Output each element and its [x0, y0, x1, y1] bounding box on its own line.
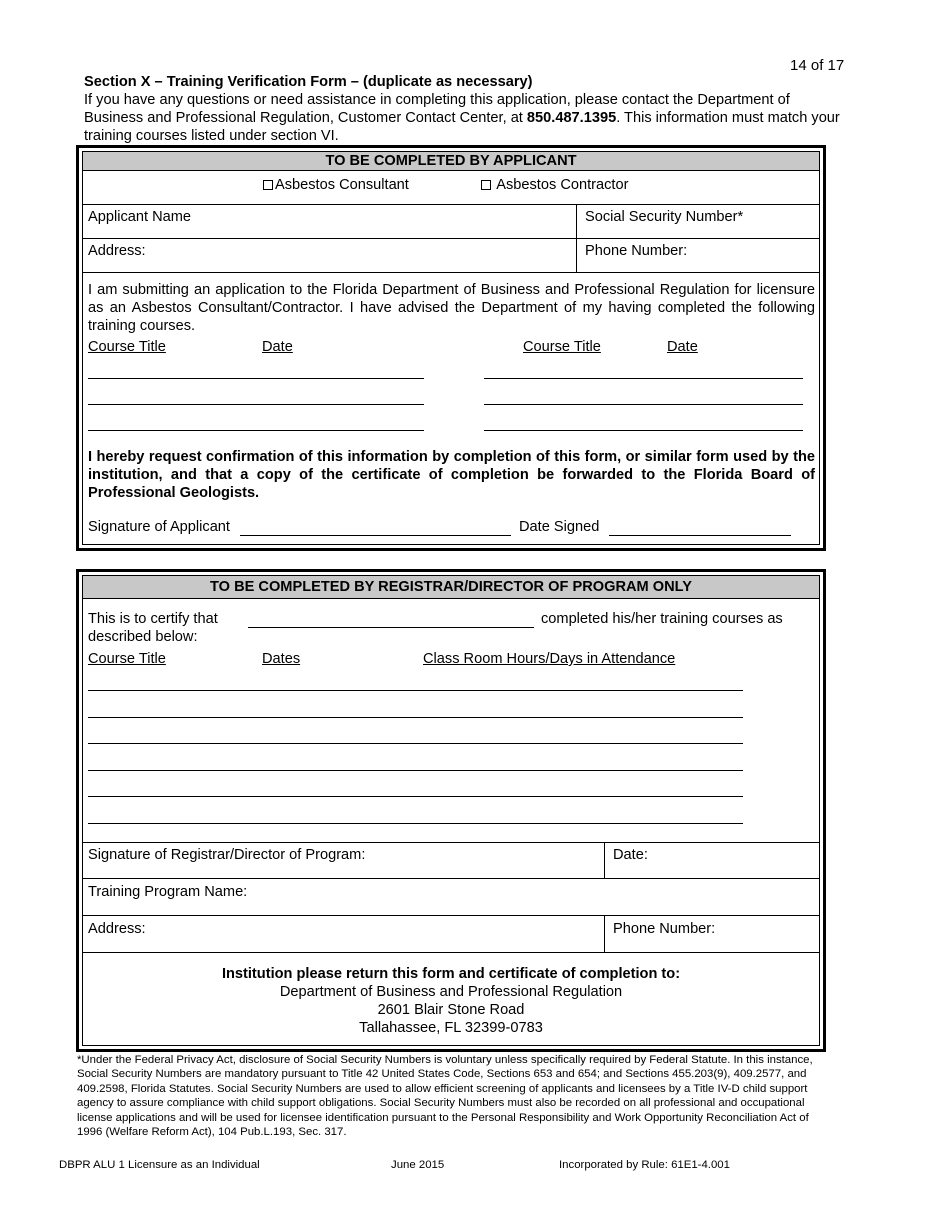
address-label: Address: [88, 243, 146, 259]
registrar-box [76, 569, 826, 1052]
course-line[interactable] [484, 430, 803, 431]
intro-text: If you have any questions or need assistance in completing this application, please contact the Department of Business and Professional Regulation, Customer Contact Center, at 850.487.1395. This information must match your training courses listed under section VI. [84, 92, 840, 144]
course-line[interactable] [484, 404, 803, 405]
option-consultant[interactable]: Asbestos Consultant [263, 177, 409, 193]
return-line2: 2601 Blair Stone Road [377, 1002, 525, 1018]
dates-label: Dates [262, 651, 301, 667]
date-signed-line[interactable] [609, 535, 791, 536]
date-label: Date [667, 339, 698, 355]
course-line[interactable] [484, 378, 803, 379]
hours-label: Class Room Hours/Days in Attendance [423, 651, 676, 667]
registrar-signature-label: Signature of Registrar/Director of Program: [88, 847, 366, 863]
course-line[interactable] [88, 796, 743, 797]
signature-label: Signature of Applicant [88, 519, 230, 535]
applicant-name-label: Applicant Name [88, 209, 192, 225]
applicant-header: TO BE COMPLETED BY APPLICANT [83, 152, 819, 171]
return-address [83, 965, 819, 1037]
return-heading: Institution please return this form and certificate of completion to: [221, 966, 681, 982]
contact-phone: 850.487.1395 [526, 110, 617, 126]
certify-start: This is to certify that [88, 611, 218, 627]
course-line[interactable] [88, 404, 424, 405]
course-line[interactable] [88, 770, 743, 771]
course-line[interactable] [88, 378, 424, 379]
course-line[interactable] [88, 690, 743, 691]
footer-rule: Incorporated by Rule: 61E1-4.001 [559, 1159, 730, 1171]
course-line[interactable] [88, 430, 424, 431]
ssn-label: Social Security Number* [585, 209, 744, 225]
certify-line2: described below: [88, 629, 198, 645]
applicant-box [76, 145, 826, 551]
registrar-address-label: Address: [88, 921, 146, 937]
registrar-header: TO BE COMPLETED BY REGISTRAR/DIRECTOR OF PROGRAM ONLY [83, 576, 819, 599]
certify-end: completed his/her training courses as [541, 611, 783, 627]
intro [84, 73, 844, 145]
applicant-statement: I am submitting an application to the Florida Department of Business and Professional Regulation for licensure as an Asbestos Consultant/Contractor. I have advised the Department of my having completed the following training courses. [88, 282, 815, 334]
course-title-label: Course Title [523, 339, 601, 355]
trainee-name-line[interactable] [248, 627, 534, 628]
date-label: Date [262, 339, 293, 355]
course-line[interactable] [88, 823, 743, 824]
checkbox-icon[interactable] [263, 180, 273, 190]
date-signed-label: Date Signed [519, 519, 600, 535]
course-line[interactable] [88, 743, 743, 744]
signature-line[interactable] [240, 535, 511, 536]
course-line[interactable] [88, 717, 743, 718]
page-number: 14 of 17 [790, 57, 845, 74]
course-title-label: Course Title [88, 339, 166, 355]
option-contractor[interactable]: Asbestos Contractor [481, 177, 628, 193]
phone-label: Phone Number: [585, 243, 688, 259]
footer-date: June 2015 [391, 1159, 445, 1171]
registrar-phone-label: Phone Number: [613, 921, 716, 937]
checkbox-icon[interactable] [481, 180, 491, 190]
section-title: Section X – Training Verification Form – (duplicate as necessary) [84, 74, 533, 90]
return-line1: Department of Business and Professional Regulation [279, 984, 623, 1000]
privacy-note: *Under the Federal Privacy Act, disclosure of Social Security Numbers is voluntary unless specifically required by Federal Statute. In this instance, Social Security Numbers are mandatory pursuant to Title 42 United States Code, Sections 653 and 654; and Sections 455.203(9), 409.2577, and 409.2598, Florida Statutes. Social Security Numbers are used to allow efficient screening of applicants and licensees by a Title IV-D child support agency to assure compliance with child support obligations. Social Security Numbers must also be recorded on all professional and occupational license applications and will be used for licensee identification pursuant to the Personal Responsibility and Work Opportunity Reconciliation Act of 1996 (Welfare Reform Act), 104 Pub.L.193, Sec. 317. [77, 1054, 813, 1139]
return-line3: Tallahassee, FL 32399-0783 [359, 1020, 543, 1036]
confirmation-request: I hereby request confirmation of this information by completion of this form, or similar form used by the institution, and that a copy of the certificate of completion be forwarded to the Florida Board of Professional Geologists. [88, 449, 815, 501]
program-name-label: Training Program Name: [88, 884, 248, 900]
registrar-date-label: Date: [613, 847, 648, 863]
footer-form-id: DBPR ALU 1 Licensure as an Individual [59, 1159, 260, 1171]
course-title-label: Course Title [88, 651, 166, 667]
